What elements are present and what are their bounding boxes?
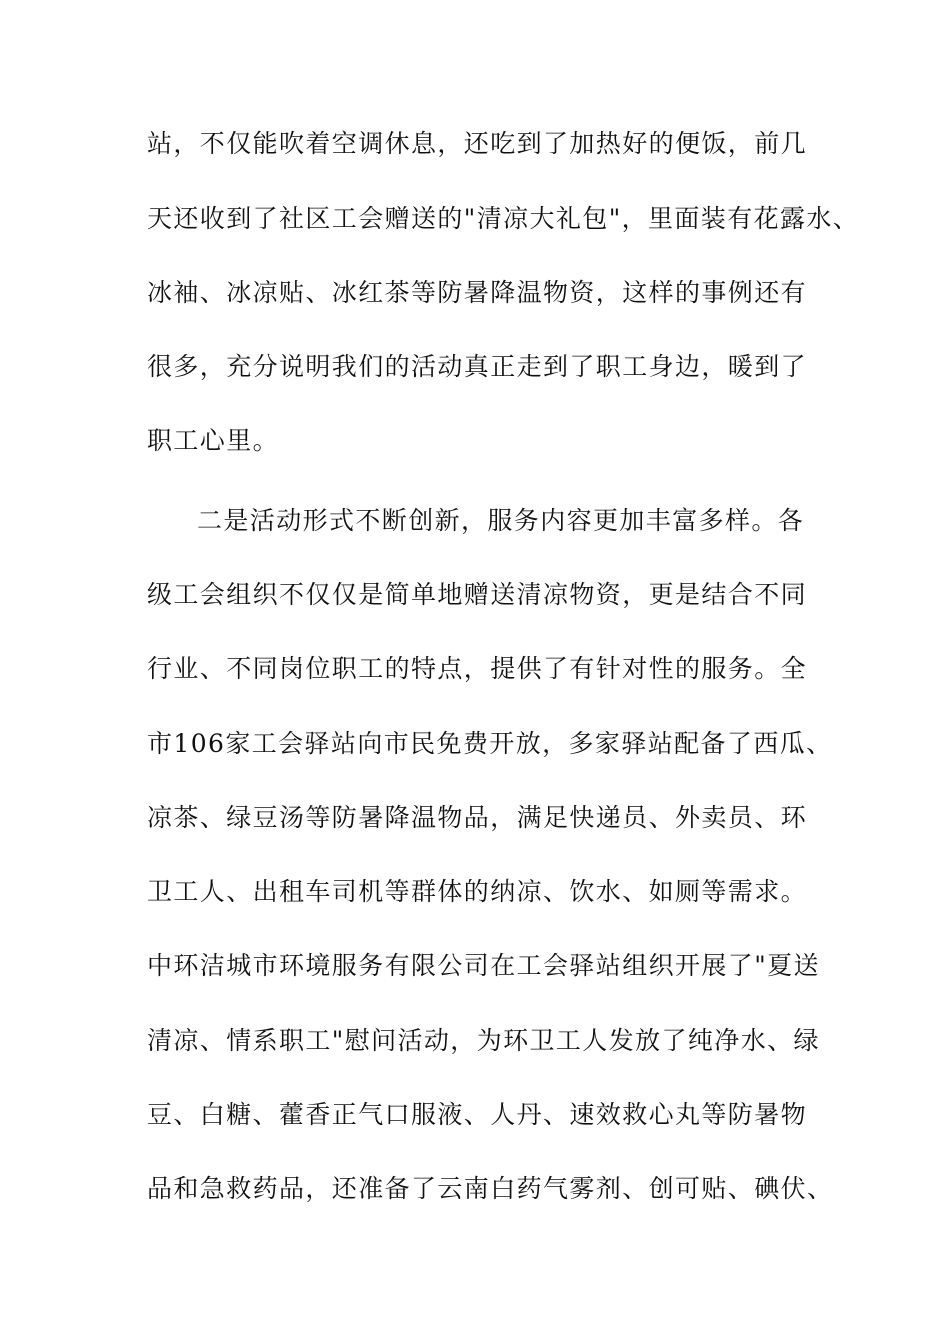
paragraph-first-line: 二是活动形式不断创新，服务内容更加丰富多样。各 [197, 506, 805, 535]
text-line: 清凉、情系职工"慰问活动，为环卫工人发放了纯净水、绿 [147, 1026, 820, 1055]
text-line: 卫工人、出租车司机等群体的纳凉、饮水、如厕等需求。 [147, 877, 808, 906]
text-line: 职工心里。 [147, 426, 280, 455]
text-line: 很多，充分说明我们的活动真正走到了职工身边，暖到了 [147, 352, 808, 381]
text-line: 品和急救药品，还准备了云南白药气雾剂、创可贴、碘伏、 [147, 1174, 834, 1203]
text-line: 天还收到了社区工会赠送的"清凉大礼包"，里面装有花露水、 [147, 204, 860, 233]
text-line: 级工会组织不仅仅是简单地赠送清凉物资，更是结合不同 [147, 580, 808, 609]
text-line: 市106家工会驿站向市民免费开放，多家驿站配备了西瓜、 [147, 729, 833, 758]
text-line: 冰袖、冰凉贴、冰红茶等防暑降温物资，这样的事例还有 [147, 278, 808, 307]
text-line: 站，不仅能吹着空调休息，还吃到了加热好的便饭，前几 [147, 129, 808, 158]
text-line: 中环洁城市环境服务有限公司在工会驿站组织开展了"夏送 [147, 951, 820, 980]
text-line: 凉茶、绿豆汤等防暑降温物品，满足快递员、外卖员、环 [147, 803, 808, 832]
text-line: 豆、白糖、藿香正气口服液、人丹、速效救心丸等防暑物 [147, 1100, 808, 1129]
text-line: 行业、不同岗位职工的特点，提供了有针对性的服务。全 [147, 654, 808, 683]
